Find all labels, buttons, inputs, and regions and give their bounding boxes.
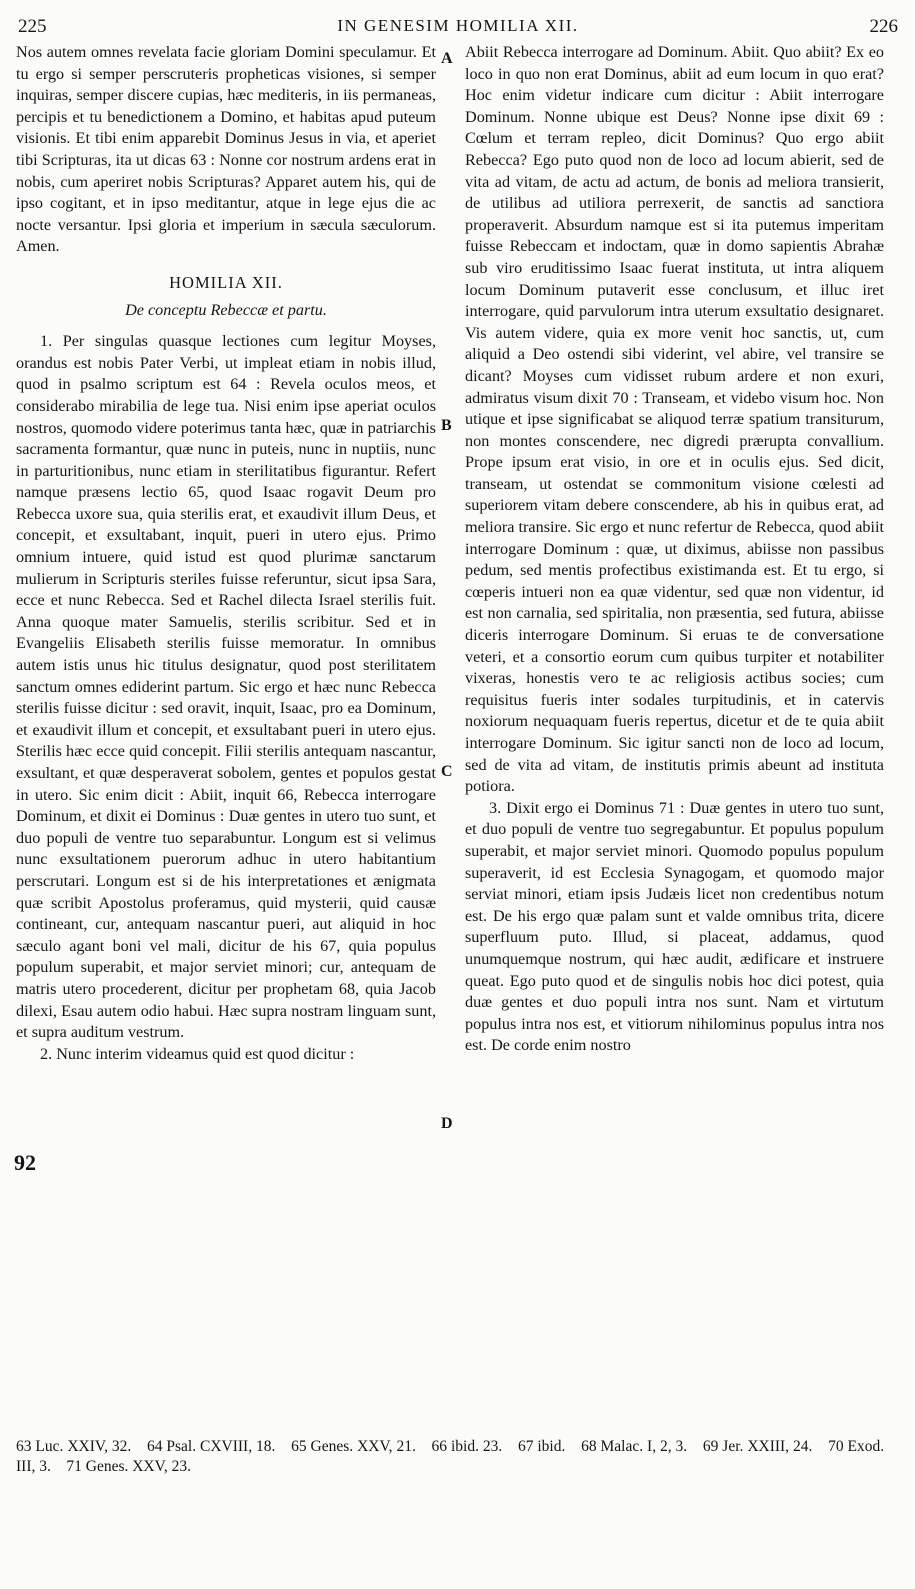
margin-letter-c: C: [441, 763, 453, 780]
right-column: [465, 42, 884, 1057]
margin-letter-b: B: [441, 417, 452, 434]
left-paragraph-1: Nos autem omnes revelata facie gloriam Domini speculamur. Et tu ergo si semper perscruteris propheticas visiones, si semper inquiras, semper discere cupias, hæc mediteris, in iis permaneas, percipis et tu benedictionem a Domino, et habitas apud puteum visionis. Et tibi enim apparebit Dominus Jesus in via, et aperiet tibi Scripturas, ita ut dicas 63 : Nonne cor nostrum ardens erat in nobis, cum aperiret nobis Scripturas? Apparet autem his, qui de ipso cogitant, et in ipso meditantur, atque in lege ejus die ac nocte versantur. Ipsi gloria et imperium in sæcula sæculorum. Amen.: [16, 43, 436, 256]
homily-subtitle: De conceptu Rebeccæ et partu.: [125, 300, 327, 319]
right-paragraph-2: 3. Dixit ergo ei Dominus 71 : Duæ gentes in utero tuo sunt, et duo populi de ventre tuo segregabuntur. Et populus populum superabit, et major serviet minori. Quomodo populus populum superaverit, id est Ecclesia Synagogam, et quomodo major serviat minori, etiam ipsis Judæis licet non credentibus notum est. De his ergo quæ palam sunt et valde omnibus trita, dicere superfluum puto. Illud, si placeat, addamus, quod unumquemque nostrum, qui hæc audit, ædificare et instruere queat. Ego puto quod et de singulis nobis hoc dici potest, quia duæ gentes et duo populi intra nos sunt. Nam et virtutum populus intra nos est, et vitiorum nihilominus populus intra nos est. De corde enim nostro: [465, 798, 884, 1055]
footnote-64: 64 Psal. CXVIII, 18.: [146, 1438, 276, 1455]
footnote-70: 70 Exod. III, 3.: [16, 1438, 885, 1475]
page-number-left: 225: [18, 16, 47, 37]
footnote-69: 69 Jer. XXIII, 24.: [702, 1438, 813, 1455]
right-paragraph-1: Abiit Rebecca interrogare ad Dominum. Abiit. Quo abiit? Ex eo loco in quo non erat Dominus, abiit ad eum locum in quo erat? Hoc enim videtur indicare cum dicitur : Abiit interrogare Dominum. Nonne ubique est Deus? Nonne ipse dixit 69 : Cœlum et terram repleo, dicit Dominus? Quo ergo abiit Rebecca? Ego puto quod non de loco ad locum abierit, sed de vita ad vitam, de actu ad actum, de bonis ad meliora transierit, de utilibus ad utiliora perrexerit, de sanctis ad sanctiora properaverit. Absurdum namque est si ita putemus imperitam fuisse Rebeccam et indoctam, quæ in domo sapientis Abrahæ sub viro eruditissimo Isaac fuerat instituta, ut intra aliquem locum Dominum putaverit esse conclusum, et illuc iret interrogare, quid parvulorum intra uterum exsultatio designaret. Vis autem videre, quia ex more venit hoc sanctis, ut, cum aliquid a Deo ostendi sibi viderint, vel abire, vel transire se dicant? Moyses cum vidisset rubum ardere et non exuri, admiratus visum dixit 70 : Transeam, et videbo visum hoc. Non utique et ipse significabat se aliquod terræ spatium transiturum, non montes conscendere, nec digredi prærupta convallium. Prope ipsum erat visio, in ore et in oculis ejus. Sed dicit, transeam, ut ostendat se commonitum visione cœlesti ad superiorem vitam debere conscendere, ab his in quibus erat, ad meliora transire. Sic ergo et nunc refertur de Rebecca, quod abiit interrogare Dominum : quæ, ut diximus, abiisse non passibus pedum, sed mentis profectibus existimanda est. Et tu ergo, si cœperis intueri non ea quæ videntur, sed quæ non videntur, id est non carnalia, sed spiritalia, non præsentia, sed futura, abiisse diceris interrogare Dominum. Si eruas te de conversatione veteri, et a consortio eorum cum quibus turpiter et notabiliter vixeras, honestis vero te ac religiosis actibus socies; cum requisitus fueris inter sodales turpitudinis, et in catervis noxiorum nequaquam fueris repertus, dicetur et de te quia abiit interrogare Dominum. Sic igitur sancti non de loco ad locum, sed de vita ad vitam, de institutis primis abeunt ad instituta potiora.: [465, 43, 884, 796]
footnote-65: 65 Genes. XXV, 21.: [291, 1438, 416, 1455]
left-paragraph-3: 2. Nunc interim videamus quid est quod dicitur :: [40, 1044, 355, 1063]
margin-letter-a: A: [441, 50, 453, 67]
margin-letter-d: D: [441, 1115, 453, 1132]
left-column: [16, 42, 436, 1065]
page-header: [18, 14, 898, 38]
margin-mark-92: 92: [14, 1150, 36, 1175]
footnote-66: 66 ibid. 23.: [431, 1438, 503, 1455]
footnote-68: 68 Malac. I, 2, 3.: [581, 1438, 688, 1455]
footnote-67: 67 ibid.: [517, 1438, 566, 1455]
page-number-right: 226: [869, 16, 898, 37]
running-title: IN GENESIM HOMILIA XII.: [337, 16, 579, 35]
left-paragraph-2: 1. Per singulas quasque lectiones cum legitur Moyses, orandus est nobis Pater Verbi, ut impleat etiam in nobis illud, quod in psalmo scriptum est 64 : Revela oculos meos, et considerabo mirabilia de lege tua. Nisi enim ipse aperiat oculos nostros, quomodo videre poterimus tanta hæc, quæ in patriarchis sacramenta formantur, quæ nunc in puteis, nunc in nuptiis, nunc in parturitionibus, nunc etiam in sterilitatibus figurantur. Refert namque præsens lectio 65, quod Isaac rogavit Deum pro Rebecca uxore sua, quia sterilis erat, et exaudivit illum Deus, et concepit, et exsultabant, inquit, pueri in utero ejus. Primo omnium intuere, quid istud est quod plurimæ sanctarum mulierum in Scripturis steriles fuisse referuntur, sicut ipsa Sara, ecce et nunc Rebecca. Sed et Rachel dilecta Israel sterilis fuit. Anna quoque mater Samuelis, sterilis scribitur. Sed et in Evangeliis Elisabeth sterilis fuisse memoratur. In omnibus autem istis unus hic titulus designatur, quod post sterilitatem sanctum omnes ediderint partum. Sic ergo et hæc nunc Rebecca sterilis fuisse dicitur : sed oravit, inquit, Isaac, pro ea Dominum, et exaudivit illum et concepit, et exsultabant pueri in utero ejus. Sterilis hæc ecce quid concepit. Filii sterilis antequam nascantur, exsultant, et quæ desperaverat sobolem, gentes et populos gestat in utero. Sic enim dicit : Abiit, inquit 66, Rebecca interrogare Dominum, et dixit ei Dominus : Duæ gentes in utero tuo sunt, et duo populi de ventre tuo separabuntur. Longum est si velimus nunc exsultationem puerorum adhuc in utero habitantium perscrutari. Longum est si de his interpretationes et ænigmata quæ scribit Apostolus proferamus, quid mysterii, quid causæ contineant, cur, antequam nascantur pueri, aut aliquid in hoc sæculo agant boni vel mali, dicitur de his 67, quia populus populum superabit, et major serviet minori; cur, antequam de matris utero procederent, dicitur per prophetam 68, quia Jacob dilexi, Esau autem odio habui. Hæc supra nostram linguam sunt, et supra auditum vestrum.: [16, 332, 436, 1042]
footnote-71: 71 Genes. XXV, 23.: [66, 1458, 191, 1475]
footnote-63: 63 Luc. XXIV, 32.: [16, 1438, 132, 1455]
footnotes: [16, 1437, 884, 1477]
homily-title: HOMILIA XII.: [169, 272, 283, 292]
